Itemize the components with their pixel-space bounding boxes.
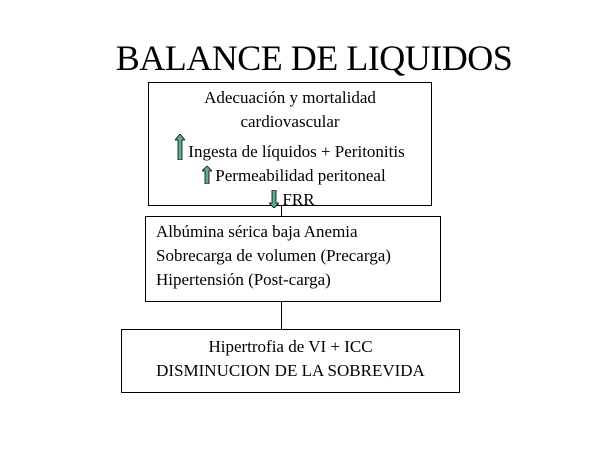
consequences-line-1: Albúmina sérica baja Anemia	[156, 222, 358, 241]
connector-bottom	[281, 302, 282, 329]
arrow-down-icon	[269, 190, 279, 208]
causes-box	[148, 82, 432, 209]
causes-line-3	[149, 134, 431, 164]
page-title: BALANCE DE LIQUIDOS	[115, 38, 513, 78]
outcome-line-2: DISMINUCION DE LA SOBREVIDA	[156, 361, 425, 380]
consequences-box	[145, 216, 441, 302]
causes-line-5	[149, 188, 431, 212]
frr-text: FRR	[282, 190, 315, 209]
causes-line-1: Adecuación y mortalidad	[204, 88, 376, 107]
arrow-up-icon	[175, 134, 185, 160]
outcome-box	[121, 329, 460, 393]
consequences-line-3: Hipertensión (Post-carga)	[156, 270, 331, 289]
intake-text: Ingesta de líquidos + Peritonitis	[188, 142, 405, 161]
permeability-text: Permeabilidad peritoneal	[215, 166, 386, 185]
causes-line-4	[149, 164, 431, 188]
outcome-line-1: Hipertrofia de VI + ICC	[208, 337, 373, 356]
consequences-line-2: Sobrecarga de volumen (Precarga)	[156, 246, 391, 265]
arrow-up-icon	[202, 166, 212, 184]
causes-line-2: cardiovascular	[240, 112, 340, 131]
